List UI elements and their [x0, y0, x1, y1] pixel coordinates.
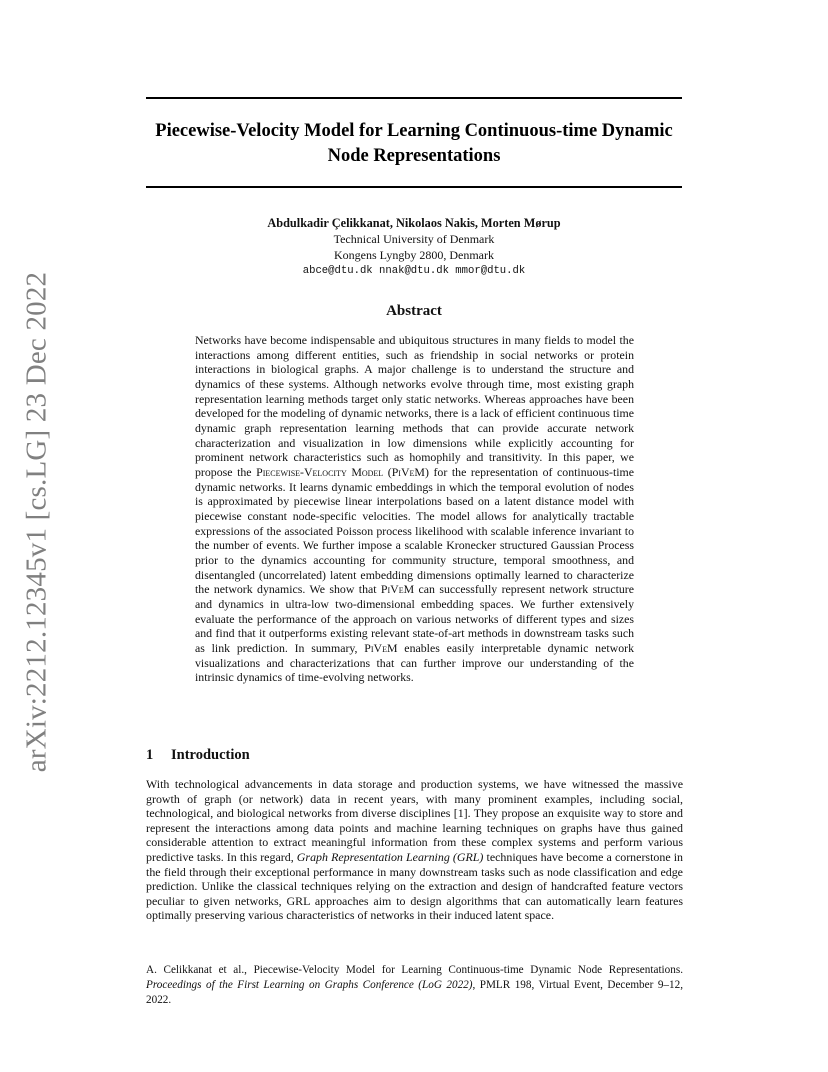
intro-emphasis: Graph Representation Learning (GRL)	[296, 849, 484, 864]
footnote-text-part: , PMLR 198, Virtual Event, December 9–12, 2022.	[146, 979, 683, 1006]
section-number: 1	[146, 747, 154, 763]
abstract-text-part: (	[383, 465, 392, 480]
model-name-short: PiVeM	[391, 465, 425, 480]
intro-text-part: techniques have become a cornerstone in the field through their exceptional performance in many downstream tasks such as node classification and edge prediction. Unlike the classical techniques relying on the extraction and design of handcrafted feature vectors peculiar to given networks, GRL approaches aim to design algorithms that can automatically learn features optimally preserving various characteristics of networks in their induced latent space.	[146, 849, 684, 923]
introduction-paragraph	[146, 777, 683, 923]
paper-title: Piecewise-Velocity Model for Learning Continuous-time Dynamic Node Representations	[155, 121, 673, 166]
section-heading-introduction	[146, 747, 250, 764]
abstract-text-part: Networks have become indispensable and ubiquitous structures in many fields to model the interactions among different entities, such as friendship in social networks or protein interactions in biological graphs. A major challenge is to understand the structure and dynamics of these systems. Although networks evolve through time, most existing graph representation learning methods target only static networks. Whereas approaches have been developed for the modeling of dynamic networks, there is a lack of efficient continuous time dynamic graph representation learning methods that can provide accurate network characterization and visualization in low dimensions while explicitly accounting for prominent network characteristics such as homophily and transitivity. In this paper, we propose the	[195, 333, 634, 480]
abstract-text-part: ) for the representation of continuous-time dynamic networks. It learns dynamic embeddings in which the temporal evolution of nodes is approximated by piecewise linear interpolations based on a latent distance model with piecewise constant node-specific velocities. The model allows for analytically tractable expressions of the associated Poisson process likelihood with scalable inference invariant to the number of events. We further impose a scalable Kronecker structured Gaussian Process prior to the dynamics accounting for community structure, temporal smoothness, and disentangled (uncorrelated) latent embedding dimensions optimally learned to characterize the network dynamics. We show that	[195, 465, 634, 597]
author-emails: abce@dtu.dk nnak@dtu.dk mmor@dtu.dk	[302, 265, 526, 277]
model-name-long: Piecewise-Velocity Model	[256, 465, 384, 480]
author-affiliation: Technical University of Denmark	[333, 232, 495, 246]
intro-text-part: With technological advancements in data storage and production systems, we have witnessed the massive growth of graph (or network) data in recent years, with many prominent examples, including social, technological, and biological networks from diverse disciplines [1]. They propose an exquisite way to store and represent the interactions among data points and machine learning techniques on graphs have thus gained considerable attention to extract meaningful information from these complex systems and perform various predictive tasks. In this regard,	[146, 777, 683, 864]
arxiv-side-stamp: arXiv:2212.12345v1 [cs.LG] 23 Dec 2022	[20, 271, 53, 773]
abstract-heading: Abstract	[386, 303, 442, 319]
abstract-text-part: enables easily interpretable dynamic network visualizations and characterizations that can further improve our understanding of the intrinsic dynamics of time-evolving networks.	[195, 641, 634, 685]
footnote-text-part: A. Celikkanat et al., Piecewise-Velocity Model for Learning Continuous-time Dynamic Node Representations.	[146, 964, 683, 976]
abstract-text-part: can successfully represent network structure and dynamics in ultra-low two-dimensional embedding spaces. We further extensively evaluate the performance of the approach on various networks of different types and sizes and find that it outperforms existing relevant state-of-art methods in downstream tasks such as link prediction. In summary,	[195, 582, 634, 656]
section-title: Introduction	[171, 747, 250, 763]
footnote	[146, 963, 683, 1008]
model-name-short: PiVeM	[364, 641, 398, 656]
footnote-venue: Proceedings of the First Learning on Graphs Conference (LoG 2022)	[146, 979, 473, 991]
author-address: Kongens Lyngby 2800, Denmark	[334, 248, 494, 262]
author-names: Abdulkadir Çelikkanat, Nikolaos Nakis, Morten Mørup	[267, 216, 561, 230]
model-name-short: PiVeM	[380, 582, 415, 597]
author-block	[146, 215, 682, 279]
title-bottom-rule	[146, 186, 682, 188]
title-top-rule	[146, 97, 682, 99]
abstract-text	[195, 333, 634, 685]
